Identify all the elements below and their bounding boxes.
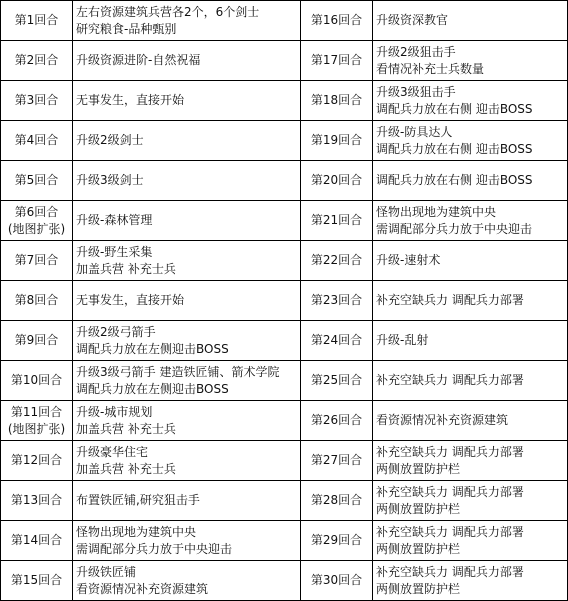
action-cell [373, 161, 568, 201]
round-cell [301, 361, 373, 401]
action-cell [373, 441, 568, 481]
action-text: 加盖兵营 补充士兵 [76, 261, 176, 276]
round-cell [301, 321, 373, 361]
action-text: 调配兵力放在右侧 迎击BOSS [376, 141, 533, 156]
action-text: 升级-野生采集 [76, 244, 153, 259]
action-text: 看资源情况补充资源建筑 [76, 581, 209, 596]
round-cell [1, 41, 73, 81]
action-text: 怪物出现地为建筑中央 [376, 204, 497, 219]
action-text: 加盖兵营 补充士兵 [76, 461, 176, 476]
action-text: 升级-森林管理 [76, 213, 153, 227]
table-row [1, 121, 568, 161]
round-label: 第10回合 [10, 373, 63, 387]
action-cell [73, 121, 301, 161]
action-text: 补充空缺兵力 调配兵力部署 [376, 484, 524, 499]
action-text: 两侧放置防护栏 [376, 501, 461, 516]
round-cell [301, 241, 373, 281]
action-cell [373, 561, 568, 601]
action-cell [373, 41, 568, 81]
action-cell [73, 161, 301, 201]
round-label: 第11回合 [10, 404, 63, 419]
round-cell [1, 441, 73, 481]
action-text: 调配兵力放在右侧 迎击BOSS [376, 101, 533, 116]
action-cell [73, 401, 301, 441]
action-text: 补充空缺兵力 调配兵力部署 [376, 293, 524, 307]
action-cell [73, 481, 301, 521]
round-cell [301, 121, 373, 161]
action-text: 升级3级剑士 [76, 173, 144, 187]
round-label: 第28回合 [310, 493, 363, 507]
round-cell [1, 121, 73, 161]
round-label: 第29回合 [310, 533, 363, 547]
action-text: 研究粮食-品种甄别 [76, 21, 177, 36]
round-cell [301, 441, 373, 481]
action-text: 升级-防具达人 [376, 124, 453, 139]
action-text: 升级-速射术 [376, 253, 441, 267]
action-text: 加盖兵营 补充士兵 [76, 421, 176, 436]
action-cell [73, 81, 301, 121]
table-row [1, 361, 568, 401]
round-cell [1, 161, 73, 201]
round-label: 第26回合 [310, 413, 363, 427]
round-label: 第15回合 [10, 573, 63, 587]
round-label: 第12回合 [10, 453, 63, 467]
action-text: 升级资深教官 [376, 13, 449, 27]
action-cell [373, 281, 568, 321]
action-cell [73, 241, 301, 281]
action-cell [73, 361, 301, 401]
round-cell [301, 81, 373, 121]
table-row [1, 201, 568, 241]
round-cell [1, 281, 73, 321]
round-cell [301, 201, 373, 241]
round-label: 第14回合 [10, 533, 63, 547]
round-cell [1, 81, 73, 121]
table-row [1, 481, 568, 521]
round-cell [1, 1, 73, 41]
action-cell [373, 321, 568, 361]
round-label: 第6回合 [14, 204, 59, 219]
action-cell [73, 521, 301, 561]
action-cell [373, 481, 568, 521]
action-text: 补充空缺兵力 调配兵力部署 [376, 373, 524, 387]
round-label: 第1回合 [14, 13, 59, 27]
action-cell [73, 561, 301, 601]
action-text: 需调配部分兵力放于中央迎击 [376, 221, 533, 236]
round-cell [301, 401, 373, 441]
round-cell [301, 41, 373, 81]
action-text: 左右资源建筑兵营各2个，6个剑士 [76, 4, 260, 19]
action-text: 调配兵力放在左侧迎击BOSS [76, 341, 229, 356]
round-label: 第17回合 [310, 53, 363, 67]
round-cell [301, 521, 373, 561]
action-cell [373, 241, 568, 281]
table-row [1, 41, 568, 81]
action-cell [373, 361, 568, 401]
round-cell [301, 481, 373, 521]
round-label: 第24回合 [310, 333, 363, 347]
round-label: 第3回合 [14, 93, 59, 107]
action-text: 升级2级弓箭手 [76, 324, 156, 339]
round-label: 第5回合 [14, 173, 59, 187]
action-cell [373, 81, 568, 121]
table-row [1, 521, 568, 561]
action-cell [373, 201, 568, 241]
action-cell [73, 281, 301, 321]
action-text: 升级资源进阶-自然祝福 [76, 53, 201, 67]
round-label: 第21回合 [310, 213, 363, 227]
action-text: 需调配部分兵力放于中央迎击 [76, 541, 233, 556]
round-cell [301, 281, 373, 321]
round-cell [1, 481, 73, 521]
table-row [1, 161, 568, 201]
round-label: (地图扩张) [7, 421, 66, 436]
round-label: 第13回合 [10, 493, 63, 507]
action-cell [73, 201, 301, 241]
action-cell [373, 521, 568, 561]
action-text: 两侧放置防护栏 [376, 461, 461, 476]
round-label: 第20回合 [310, 173, 363, 187]
round-label: 第4回合 [14, 133, 59, 147]
round-label: 第27回合 [310, 453, 363, 467]
table-row [1, 441, 568, 481]
round-cell [1, 561, 73, 601]
action-text: 看资源情况补充资源建筑 [376, 413, 509, 427]
round-label: 第7回合 [14, 253, 59, 267]
round-label: 第25回合 [310, 373, 363, 387]
round-label: 第16回合 [310, 13, 363, 27]
table-row [1, 321, 568, 361]
round-label: 第9回合 [14, 333, 59, 347]
round-label: (地图扩张) [7, 221, 66, 236]
round-cell [1, 241, 73, 281]
round-cell [1, 401, 73, 441]
round-label: 第2回合 [14, 53, 59, 67]
table-row [1, 281, 568, 321]
action-text: 补充空缺兵力 调配兵力部署 [376, 444, 524, 459]
action-text: 两侧放置防护栏 [376, 581, 461, 596]
action-text: 补充空缺兵力 调配兵力部署 [376, 524, 524, 539]
round-cell [301, 561, 373, 601]
round-cell [1, 201, 73, 241]
table-row [1, 401, 568, 441]
action-text: 升级铁匠铺 [76, 564, 137, 579]
action-text: 升级-城市规划 [76, 404, 153, 419]
action-cell [73, 321, 301, 361]
round-label: 第8回合 [14, 293, 59, 307]
round-cell [301, 161, 373, 201]
strategy-table-body [1, 1, 568, 601]
round-label: 第18回合 [310, 93, 363, 107]
table-row [1, 1, 568, 41]
table-row [1, 241, 568, 281]
round-cell [1, 361, 73, 401]
action-cell [373, 121, 568, 161]
action-text: 调配兵力放在右侧 迎击BOSS [376, 173, 533, 187]
action-text: 布置铁匠铺,研究狙击手 [76, 493, 200, 507]
round-label: 第19回合 [310, 133, 363, 147]
action-text: 看情况补充士兵数量 [376, 61, 485, 76]
round-cell [301, 1, 373, 41]
round-label: 第30回合 [310, 573, 363, 587]
round-cell [1, 521, 73, 561]
action-text: 无事发生，直接开始 [76, 93, 185, 107]
action-cell [73, 41, 301, 81]
round-label: 第23回合 [310, 293, 363, 307]
action-text: 升级豪华住宅 [76, 444, 149, 459]
action-text: 补充空缺兵力 调配兵力部署 [376, 564, 524, 579]
table-row [1, 81, 568, 121]
action-cell [373, 1, 568, 41]
action-text: 升级2级剑士 [76, 133, 144, 147]
action-text: 升级3级狙击手 [376, 84, 456, 99]
round-cell [1, 321, 73, 361]
action-cell [73, 441, 301, 481]
action-text: 怪物出现地为建筑中央 [76, 524, 197, 539]
action-text: 升级2级狙击手 [376, 44, 456, 59]
action-text: 两侧放置防护栏 [376, 541, 461, 556]
action-cell [373, 401, 568, 441]
action-text: 升级-乱射 [376, 333, 429, 347]
action-text: 调配兵力放在左侧迎击BOSS [76, 381, 229, 396]
round-label: 第22回合 [310, 253, 363, 267]
action-cell [73, 1, 301, 41]
table-row [1, 561, 568, 601]
action-text: 无事发生，直接开始 [76, 293, 185, 307]
action-text: 升级3级弓箭手 建造铁匠铺、箭术学院 [76, 364, 280, 379]
